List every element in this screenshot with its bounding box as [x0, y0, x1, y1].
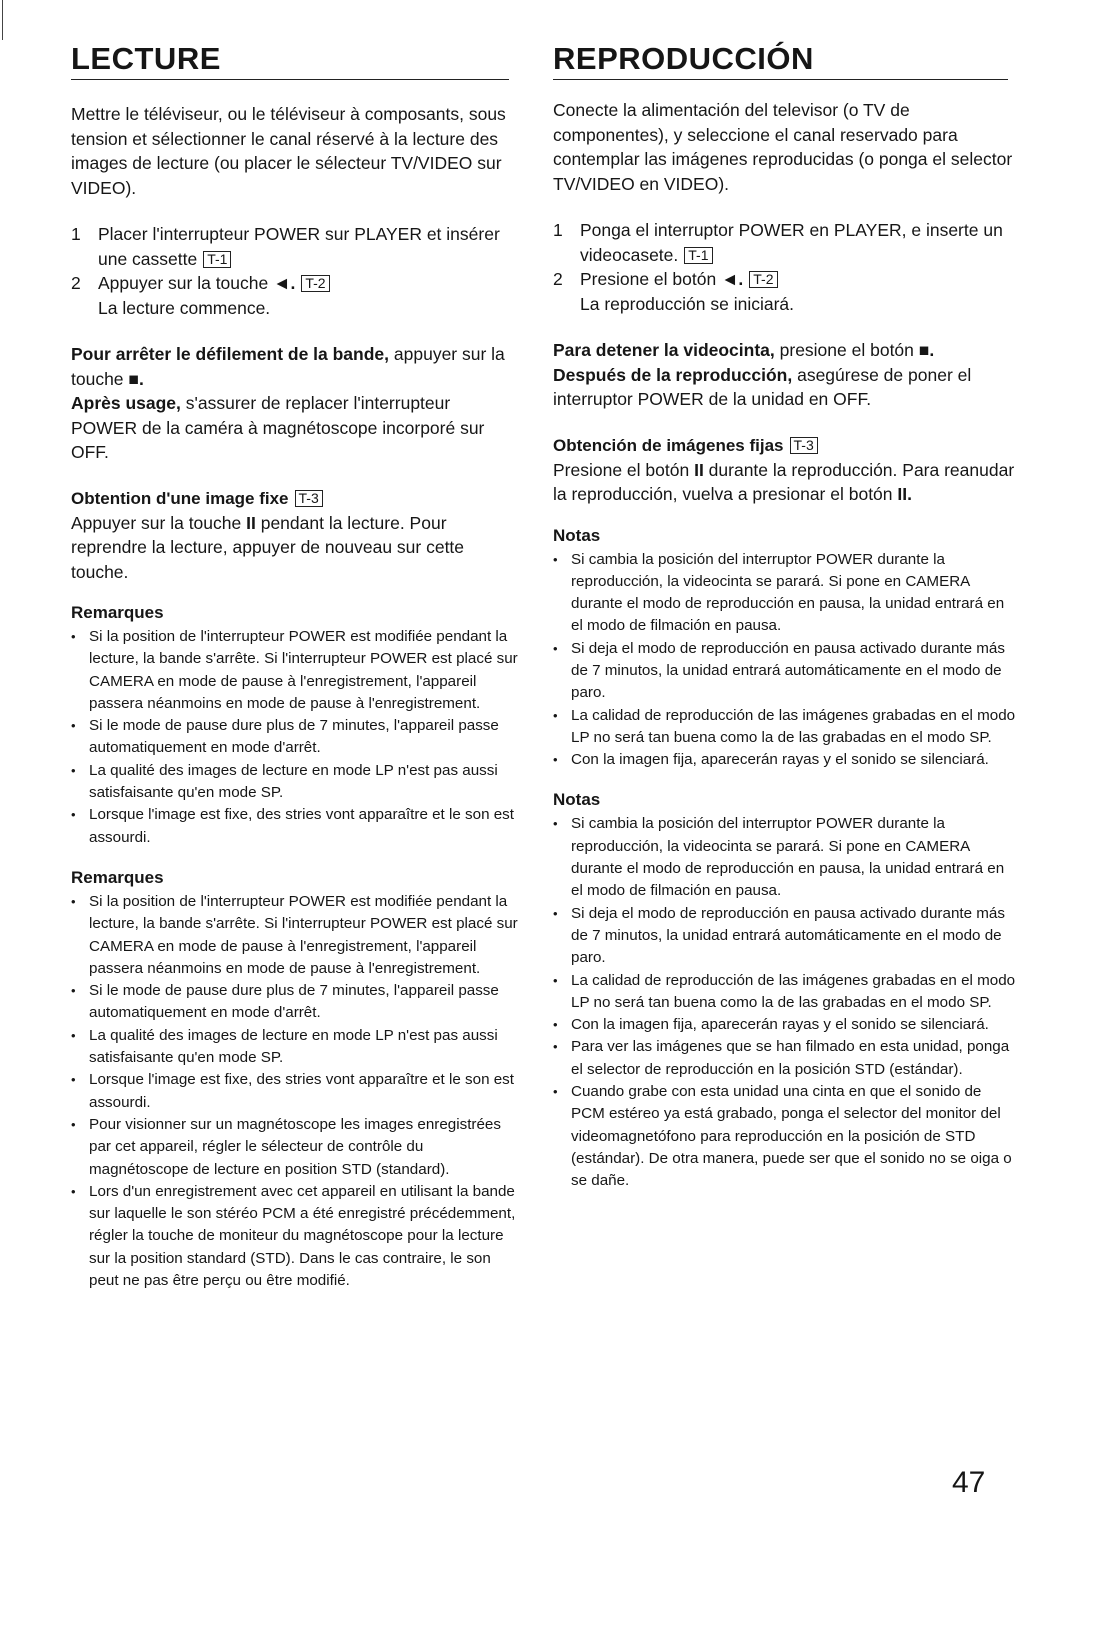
body-es [553, 98, 1018, 507]
note-item: • Cuando grabe con esta unidad una cinta en que el sonido de PCM estéreo ya está grabado, ponga el selector del monitor del videomagnetófono para reproducción en la posición de STD (estándar). De otra manera, puede ser que el sonido no se oiga o se dañe. [553, 1081, 1018, 1192]
step-continuation: La lecture commence. [98, 297, 271, 318]
rewind-play-symbol: ◄. [273, 273, 296, 293]
rewind-play-symbol: ◄. [721, 269, 744, 289]
still-mid: durante la reproducción. Para reanudar la reproducción, vuelva a presionar el botón [553, 459, 1015, 504]
note-item: • Lorsque l'image est fixe, des stries vont apparaître et le son est assourdi. [71, 804, 521, 849]
note-item: • Lorsque l'image est fixe, des stries vont apparaître et le son est assourdi. [71, 1069, 521, 1114]
step-text: Ponga el interruptor POWER en PLAYER, e inserte un videocasete. [580, 220, 1003, 265]
step-text: Presione el botón [580, 269, 717, 289]
step-text: Appuyer sur la touche [98, 273, 269, 293]
notes-heading-2-fr: Remarques [71, 867, 164, 887]
still-post: pendant la lecture. Pour reprendre la lecture, appuyer de nouveau sur cette touche. [71, 512, 465, 582]
note-item: • Lors d'un enregistrement avec cet appareil en utilisant la bande sur laquelle le son stéréo PCM a été enregistré précédemment, régler la touche de moniteur du magnétoscope pour la lecture sur la position standard (STD). Dans le cas contraire, le son peut ne pas être perçu ou être modifié. [71, 1181, 521, 1292]
note-item: • La qualité des images de lecture en mode LP n'est pas aussi satisfaisante qu'en mode SP. [71, 760, 521, 805]
still-pre: Presione el botón [553, 459, 695, 480]
note-item: • Con la imagen fija, aparecerán rayas y el sonido se silenciará. [553, 1014, 1018, 1036]
notes-list-1-fr [71, 626, 521, 849]
note-item: • La calidad de reproducción de las imágenes grabadas en el modo LP no será tan buena como la de las grabadas en el modo SP. [553, 705, 1018, 750]
steps-fr [71, 222, 521, 320]
stop-instruction-fr [71, 342, 521, 465]
note-item: • Si cambia la posición del interruptor POWER durante la reproducción, la videocinta se parará. Si pone en CAMERA durante el modo de reproducción en pausa, la unidad entrará en el modo de filmación en pausa. [553, 549, 1018, 638]
note-item: • Si le mode de pause dure plus de 7 minutes, l'appareil passe automatiquement en mode d'arrêt. [71, 980, 521, 1025]
still-text-es [553, 458, 1018, 507]
figure-ref: T-3 [295, 490, 323, 507]
after-lead: Después de la reproducción, [553, 364, 793, 385]
page-number: 47 [952, 1466, 986, 1499]
step-text: Placer l'interrupteur POWER sur PLAYER et insérer une cassette [98, 224, 500, 269]
steps-es [553, 218, 1018, 316]
intro-fr: Mettre le téléviseur, ou le téléviseur à composants, sous tension et sélectionner le canal réservé à la lecture des images de lecture (ou placer le sélecteur TV/VIDEO sur VIDEO). [71, 104, 506, 198]
stop-lead: Para detener la videocinta, [553, 340, 775, 360]
still-heading-fr [71, 487, 521, 511]
step-number: 2 [553, 269, 563, 289]
section-title-es: REPRODUCCIÓN [553, 42, 1008, 80]
figure-ref: T-2 [749, 271, 777, 288]
step-2-fr [71, 271, 521, 320]
pause-symbol: II [246, 512, 256, 533]
spanish-column [553, 42, 1018, 1193]
stop-instruction-es [553, 338, 1018, 412]
stop-text: presione el botón [774, 340, 914, 360]
pause-symbol: II [694, 459, 704, 480]
still-text-fr [71, 511, 521, 585]
note-item: • La calidad de reproducción de las imágenes grabadas en el modo LP no será tan buena como la de las grabadas en el modo SP. [553, 970, 1018, 1015]
step-1-es [553, 218, 1018, 267]
pause-symbol: II. [897, 484, 912, 504]
after-text: asegúrese de poner el interruptor POWER de la unidad en OFF. [553, 364, 972, 409]
note-item: • Con la imagen fija, aparecerán rayas y el sonido se silenciará. [553, 749, 1018, 771]
scan-edge-mark [2, 0, 3, 40]
note-item: • La qualité des images de lecture en mode LP n'est pas aussi satisfaisante qu'en mode SP. [71, 1025, 521, 1070]
stop-text: appuyer sur la touche [71, 344, 505, 389]
step-continuation: La reproducción se iniciará. [580, 293, 795, 314]
still-heading-es [553, 434, 1018, 458]
still-heading-text: Obtención de imágenes fijas [553, 435, 784, 455]
notes-heading-1-es: Notas [553, 525, 601, 545]
note-item: • Para ver las imágenes que se han filmado en esta unidad, ponga el selector de reproducción en la posición STD (estándar). [553, 1036, 1018, 1081]
notes-list-2-fr [71, 891, 521, 1292]
still-heading-text: Obtention d'une image fixe [71, 488, 289, 508]
still-pre: Appuyer sur la touche [71, 512, 247, 533]
notes-heading-1-fr: Remarques [71, 603, 164, 622]
french-column [71, 42, 521, 1292]
after-lead: Après usage, [71, 393, 181, 413]
figure-ref: T-3 [790, 437, 818, 454]
note-item: • Pour visionner sur un magnétoscope les images enregistrées par cet appareil, régler le sélecteur de contrôle du magnétoscope de lecture en position STD (standard). [71, 1114, 521, 1181]
note-item: • Si la position de l'interrupteur POWER est modifiée pendant la lecture, la bande s'arrête. Si l'interrupteur POWER est placé sur CAMERA en mode de pause à l'enregistrement, l'appareil passera néanmoins en mode de pause à l'enregistrement. [71, 891, 521, 980]
note-item: • Si deja el modo de reproducción en pausa activado durante más de 7 minutos, la unidad entrará automáticamente en el modo de paro. [553, 903, 1018, 970]
stop-lead: Pour arrêter le défilement de la bande, [71, 344, 390, 364]
after-text: s'assurer de replacer l'interrupteur POWER de la caméra à magnétoscope incorporé sur OFF. [71, 393, 485, 462]
notes-list-2-es [553, 813, 1018, 1192]
note-item: • Si le mode de pause dure plus de 7 minutes, l'appareil passe automatiquement en mode d'arrêt. [71, 715, 521, 760]
step-number: 2 [71, 273, 81, 293]
note-item: • Si la position de l'interrupteur POWER est modifiée pendant la lecture, la bande s'arrête. Si l'interrupteur POWER est placé sur CAMERA en mode de pause à l'enregistrement, l'appareil passera néanmoins en mode de pause à l'enregistrement. [71, 626, 521, 715]
stop-symbol: ■. [918, 340, 935, 360]
figure-ref: T-2 [301, 275, 329, 292]
note-item: • Si cambia la posición del interruptor POWER durante la reproducción, la videocinta se parará. Si pone en CAMERA durante el modo de reproducción en pausa, la unidad entrará en el modo de filmación en pausa. [553, 813, 1018, 902]
notes-list-1-es [553, 549, 1018, 772]
step-number: 1 [553, 220, 563, 240]
intro-es: Conecte la alimentación del televisor (o TV de componentes), y seleccione el canal reservado para contemplar las imágenes reproducidas (o ponga el selector TV/VIDEO en VIDEO). [553, 100, 1013, 194]
stop-symbol: ■. [128, 368, 144, 389]
step-2-es [553, 267, 1018, 316]
section-title-fr: LECTURE [71, 42, 509, 80]
body-fr [71, 102, 521, 584]
step-1-fr [71, 222, 521, 271]
step-number: 1 [71, 224, 81, 244]
figure-ref: T-1 [203, 251, 231, 268]
figure-ref: T-1 [684, 247, 712, 264]
note-item: • Si deja el modo de reproducción en pausa activado durante más de 7 minutos, la unidad entrará automáticamente en el modo de paro. [553, 638, 1018, 705]
notes-heading-2-es: Notas [553, 790, 601, 810]
